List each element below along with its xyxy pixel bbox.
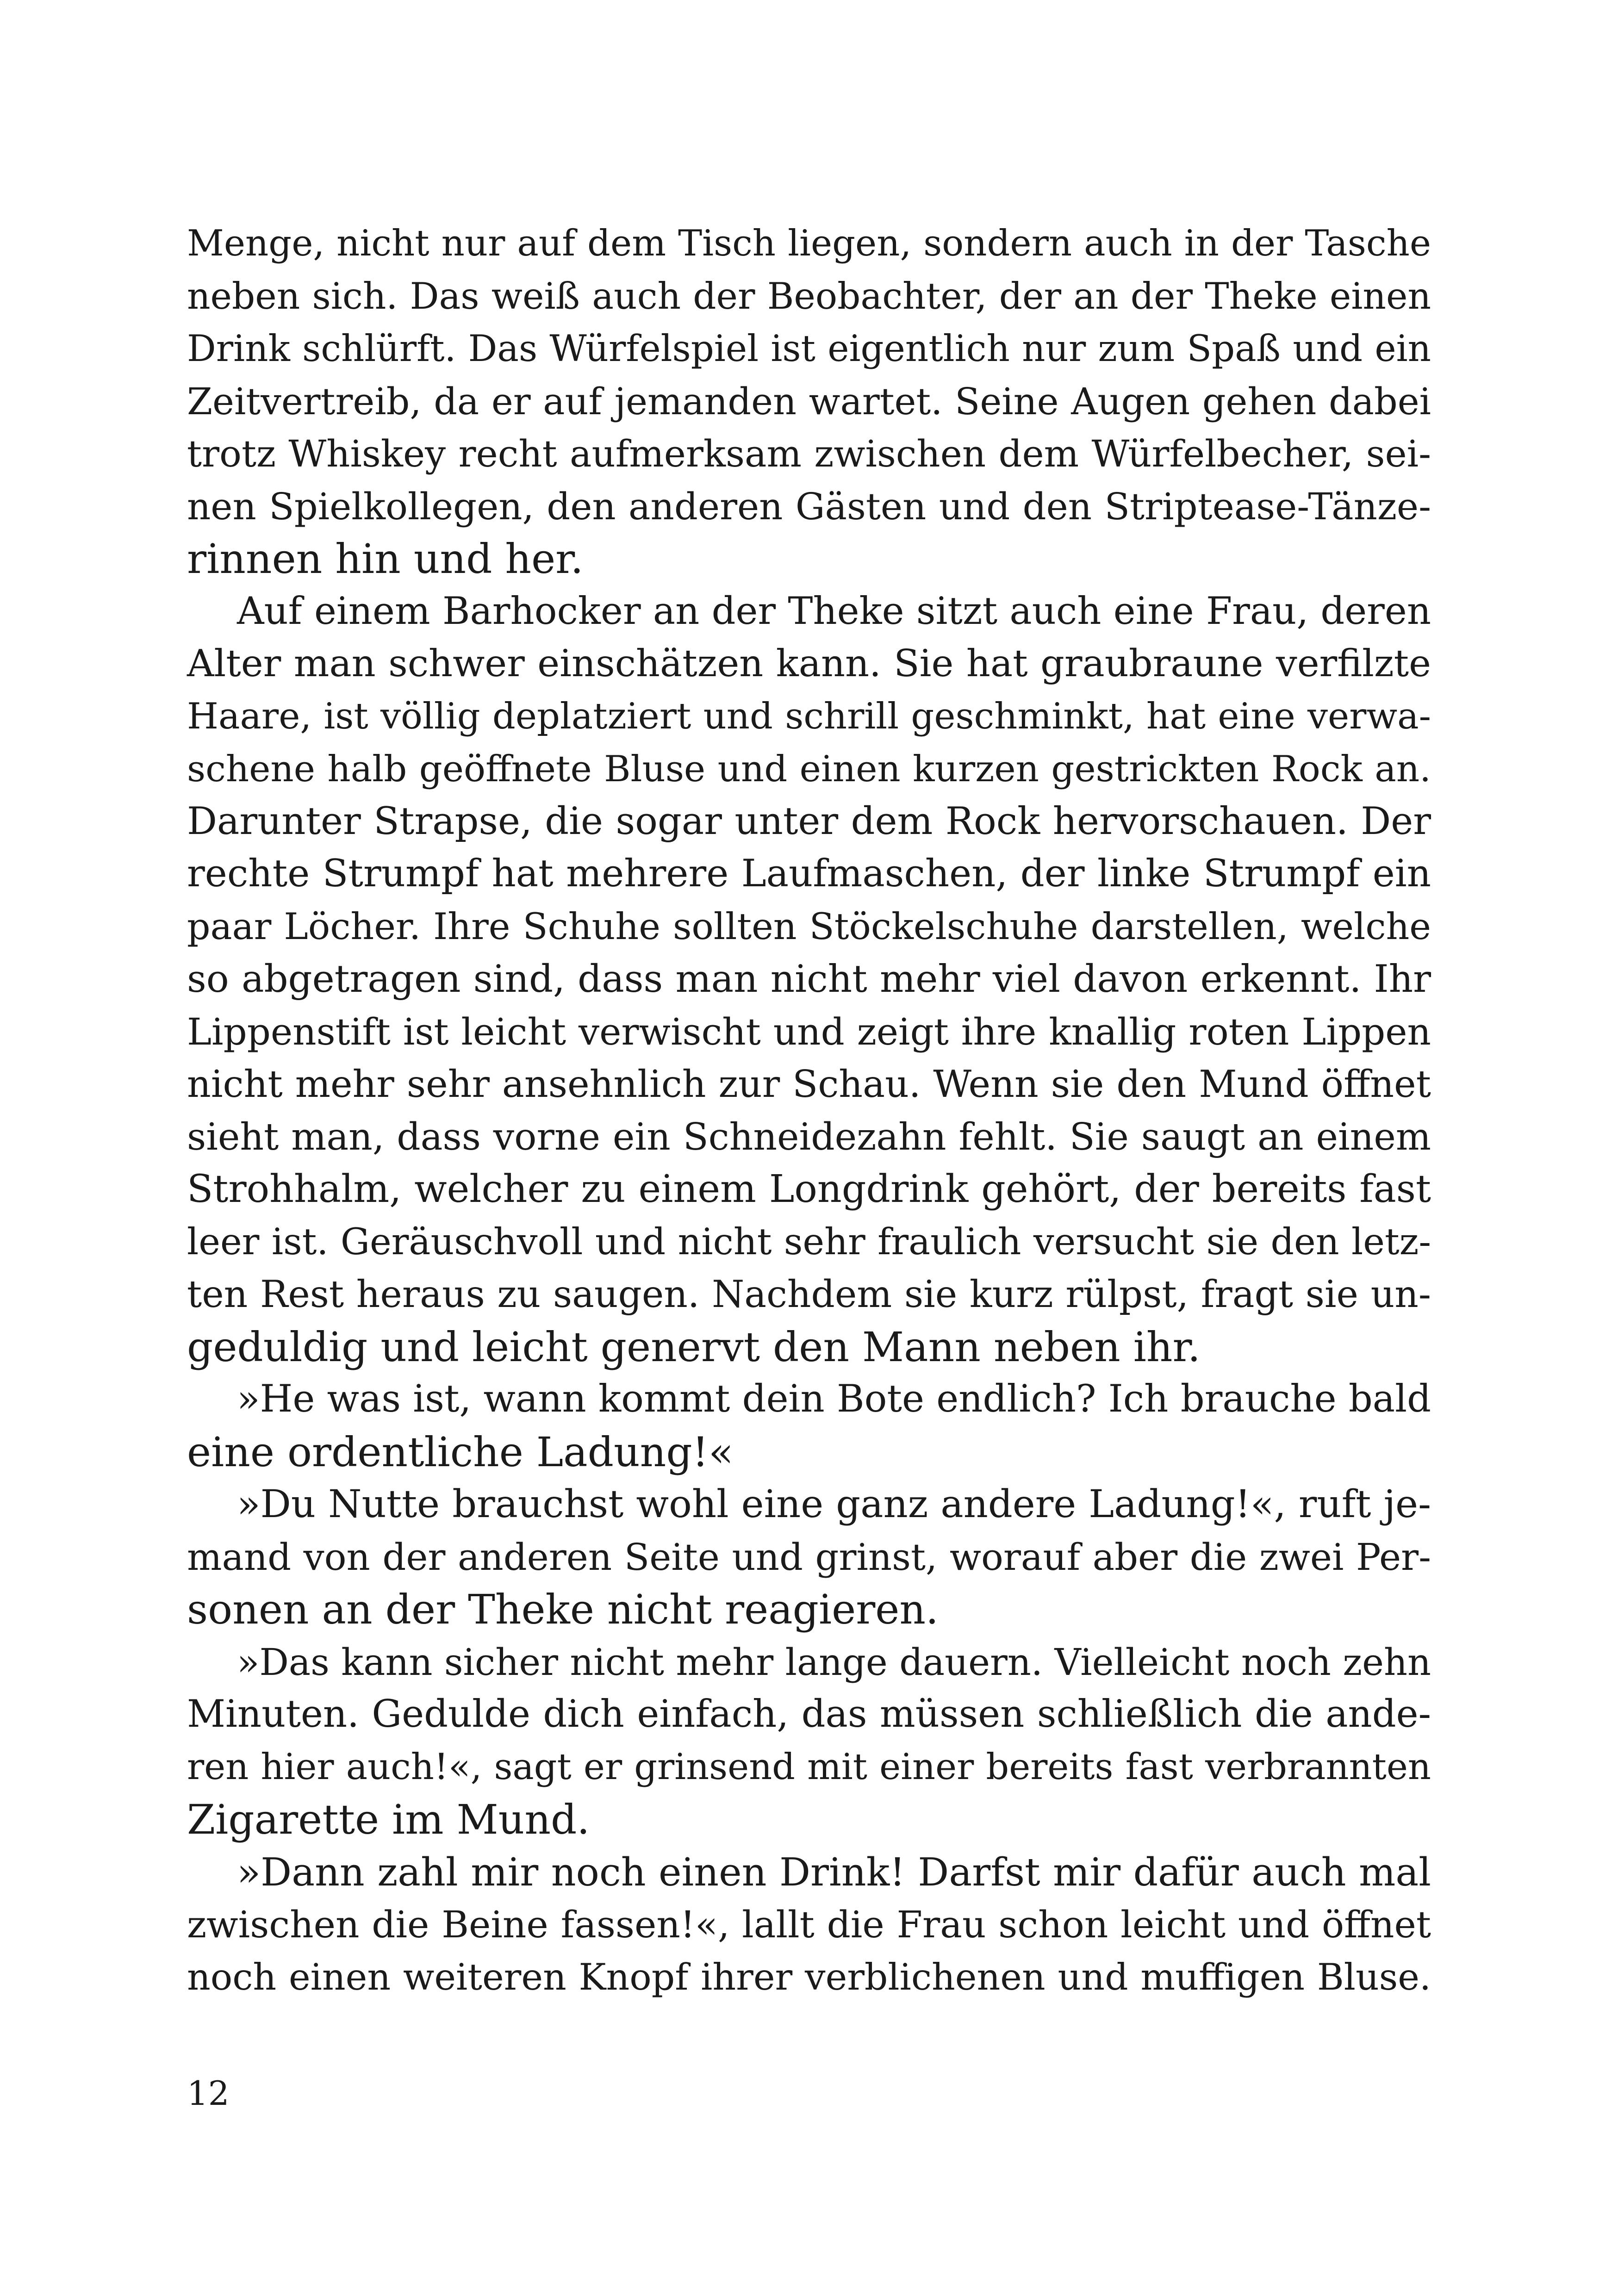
text-line: ten Rest heraus zu saugen. Nachdem sie kurz rülpst, fragt sie un- [187, 1273, 1431, 1316]
page-number: 12 [187, 2074, 230, 2113]
text-line: so abgetragen sind, dass man nicht mehr viel davon erkennt. Ihr [187, 957, 1431, 1001]
text-line: mand von der anderen Seite und grinst, worauf aber die zwei Per- [187, 1535, 1431, 1579]
text-line: neben sich. Das weiß auch der Beobachter, der an der Theke einen [187, 274, 1431, 317]
text-line: sonen an der Theke nicht reagieren. [187, 1586, 939, 1633]
text-line: Menge, nicht nur auf dem Tisch liegen, sondern auch in der Tasche [187, 223, 1431, 264]
text-line: leer ist. Geräuschvoll und nicht sehr fraulich versucht sie den letz- [187, 1220, 1431, 1263]
text-line: Zeitvertreib, da er auf jemanden wartet. Seine Augen gehen dabei [187, 380, 1431, 423]
text-line: »Das kann sicher nicht mehr lange dauern. Vielleicht noch zehn [237, 1640, 1431, 1684]
text-line: »Dann zahl mir noch einen Drink! Darfst mir dafür auch mal [237, 1849, 1431, 1895]
text-line: ren hier auch!«, sagt er grinsend mit einer bereits fast verbrannten [187, 1746, 1431, 1788]
text-line: geduldig und leicht genervt den Mann neben ihr. [187, 1323, 1201, 1371]
text-line: Minuten. Gedulde dich einfach, das müssen schließlich die ande- [187, 1692, 1431, 1736]
text-line: sieht man, dass vorne ein Schneidezahn fehlt. Sie saugt an einem [187, 1114, 1431, 1158]
text-line: »He was ist, wann kommt dein Bote endlich? Ich brauche bald [237, 1377, 1431, 1421]
text-line: rechte Strumpf hat mehrere Laufmaschen, der linke Strumpf ein [187, 852, 1431, 896]
text-line: nicht mehr sehr ansehnlich zur Schau. Wenn sie den Mund öffnet [187, 1062, 1431, 1106]
text-line: eine ordentliche Ladung!« [187, 1428, 734, 1476]
text-line: Strohhalm, welcher zu einem Longdrink gehört, der bereits fast [187, 1167, 1431, 1211]
text-line: trotz Whiskey recht aufmerksam zwischen dem Würfelbecher, sei- [187, 432, 1431, 475]
text-line: Lippenstift ist leicht verwischt und zeigt ihre knallig roten Lippen [187, 1010, 1431, 1053]
text-line: schene halb geöffnete Bluse und einen kurzen gestrickten Rock an. [187, 748, 1431, 790]
text-line: Drink schlürft. Das Würfelspiel ist eigentlich nur zum Spaß und ein [187, 328, 1431, 370]
text-line: Haare, ist völlig deplatziert und schrill geschminkt, hat eine verwa- [187, 695, 1431, 737]
text-line: paar Löcher. Ihre Schuhe sollten Stöckelschuhe darstellen, welche [187, 905, 1431, 948]
text-line: Zigarette im Mund. [187, 1796, 590, 1843]
body-text [187, 218, 1431, 2004]
text-line: »Du Nutte brauchst wohl eine ganz andere Ladung!«, ruft je- [237, 1482, 1431, 1526]
text-line: Alter man schwer einschätzen kann. Sie hat graubraune verfilzte [187, 642, 1431, 685]
text-line: noch einen weiteren Knopf ihrer verblichenen und muffigen Bluse. [187, 1955, 1431, 1998]
text-line: Auf einem Barhocker an der Theke sitzt auch eine Frau, deren [237, 589, 1431, 633]
text-line: rinnen hin und her. [187, 535, 584, 583]
text-line: zwischen die Beine fassen!«, lallt die Frau schon leicht und öffnet [187, 1903, 1431, 1946]
text-line: nen Spielkollegen, den anderen Gästen und den Striptease-Tänze- [187, 485, 1431, 528]
text-line: Darunter Strapse, die sogar unter dem Rock hervorschauen. Der [187, 799, 1431, 843]
